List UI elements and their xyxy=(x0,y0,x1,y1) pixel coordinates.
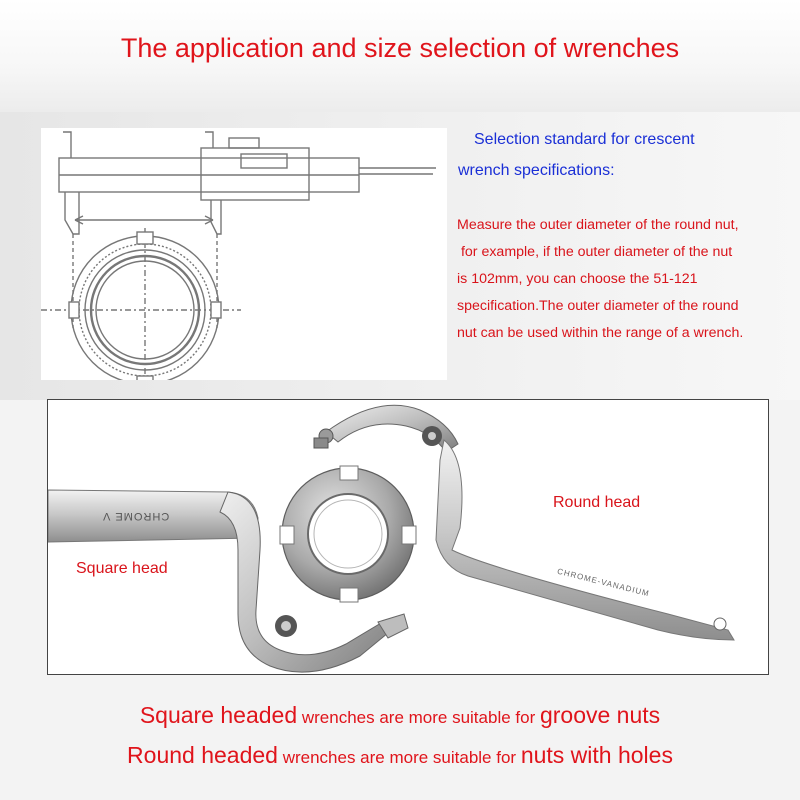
desc-line-2: for example, if the outer diameter of the nut xyxy=(457,244,733,260)
suitability-text-2: wrenches are more suitable for xyxy=(277,748,521,767)
caliper-illustration xyxy=(41,128,447,380)
wrench-engraving-right: CHROME-VANADIUM xyxy=(556,566,651,599)
selection-standard-title xyxy=(458,124,788,186)
page-title: The application and size selection of wrenches xyxy=(120,33,680,63)
bottom-line-square xyxy=(0,702,800,729)
caliper-drawing xyxy=(41,128,447,380)
suitability-text-1: wrenches are more suitable for xyxy=(297,708,540,727)
bottom-line-round xyxy=(0,742,800,769)
wrench-drawing xyxy=(48,400,768,674)
square-head-label: Square head xyxy=(76,560,168,577)
wrench-photo xyxy=(47,399,769,675)
round-head-label: Round head xyxy=(553,494,641,511)
desc-line-5: nut can be used within the range of a wrench. xyxy=(457,325,744,341)
desc-line-3: is 102mm, you can choose the 51-121 xyxy=(457,271,698,287)
desc-line-1: Measure the outer diameter of the round nut, xyxy=(457,217,739,233)
nuts-with-holes-text: nuts with holes xyxy=(520,742,673,768)
wrench-engraving-left: CHROME V xyxy=(102,510,170,522)
desc-line-4: specification.The outer diameter of the round xyxy=(457,298,739,314)
square-headed-text: Square headed xyxy=(139,702,298,728)
standard-title-line2: wrench specifications: xyxy=(458,162,615,179)
groove-nuts-text: groove nuts xyxy=(539,702,661,728)
round-headed-text: Round headed xyxy=(127,742,278,768)
selection-standard-description xyxy=(457,212,797,347)
standard-title-line1: Selection standard for crescent xyxy=(474,131,695,148)
